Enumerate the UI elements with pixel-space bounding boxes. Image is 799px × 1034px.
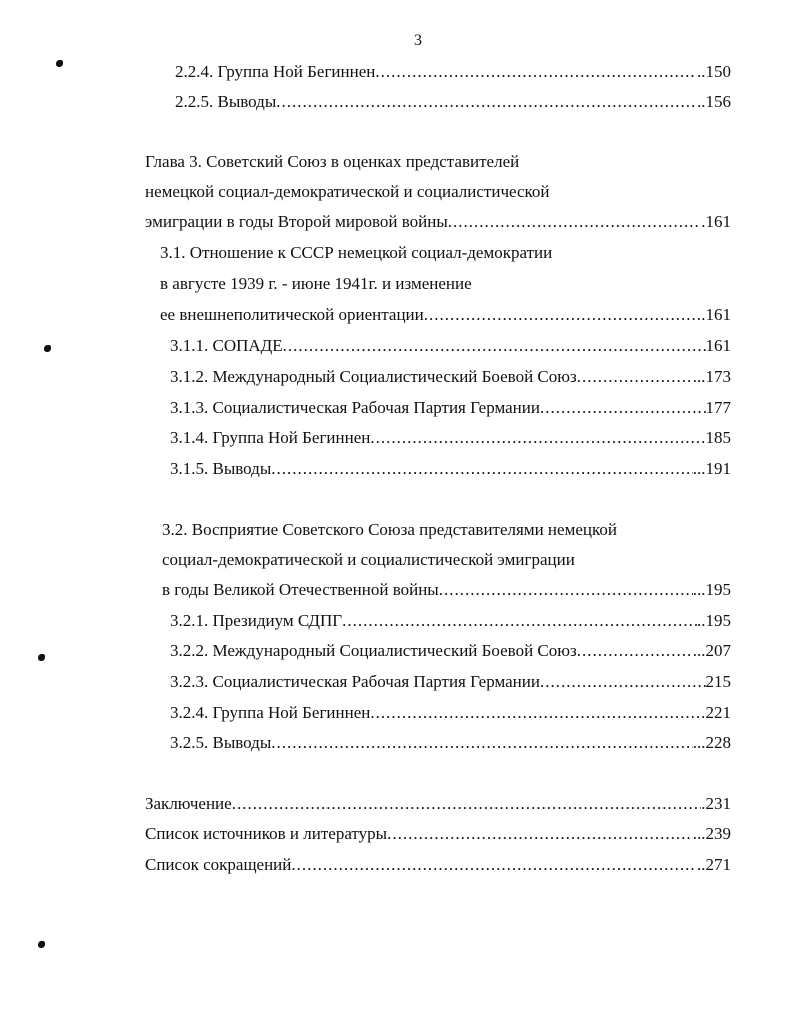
scan-artifact bbox=[38, 654, 45, 661]
toc-entry-page: .231 bbox=[701, 794, 731, 813]
toc-entry-title: 3.2.3. Социалистическая Рабочая Партия Германии bbox=[170, 672, 540, 691]
toc-entry bbox=[145, 793, 731, 815]
toc-entry bbox=[162, 579, 731, 601]
toc-entry-title: в годы Великой Отечественной войны bbox=[162, 580, 439, 599]
dot-leader bbox=[370, 702, 705, 724]
toc-entry-title: Глава 3. Советский Союз в оценках представителей bbox=[145, 152, 520, 171]
dot-leader bbox=[276, 91, 697, 113]
toc-entry-page: ...195 bbox=[692, 580, 731, 599]
scan-artifact bbox=[56, 60, 63, 67]
toc-entry-title: 3.1.5. Выводы bbox=[170, 459, 272, 478]
toc-entry bbox=[160, 242, 552, 264]
toc-entry bbox=[170, 610, 731, 632]
toc-entry bbox=[160, 273, 472, 295]
dot-leader bbox=[291, 854, 697, 876]
toc-entry bbox=[170, 732, 731, 754]
toc-entry bbox=[170, 702, 731, 724]
dot-leader bbox=[577, 366, 693, 388]
toc-entry bbox=[170, 397, 731, 419]
dot-leader bbox=[424, 304, 702, 326]
toc-entry-title: Список сокращений bbox=[145, 855, 292, 874]
toc-entry-title: социал-демократической и социалистической эмиграции bbox=[162, 550, 575, 569]
toc-entry bbox=[175, 61, 731, 83]
toc-entry bbox=[162, 519, 617, 541]
dot-leader bbox=[283, 335, 706, 357]
toc-entry bbox=[170, 458, 731, 480]
toc-entry bbox=[175, 91, 731, 113]
toc-entry-title: 3.2.5. Выводы bbox=[170, 733, 272, 752]
dot-leader bbox=[387, 823, 693, 845]
scan-artifact bbox=[38, 941, 45, 948]
dot-leader bbox=[370, 427, 705, 449]
toc-entry-title: 3.1.3. Социалистическая Рабочая Партия Германии bbox=[170, 398, 540, 417]
toc-entry-title: 3.1. Отношение к СССР немецкой социал-демократии bbox=[160, 243, 553, 262]
toc-entry-page: ..150 bbox=[697, 62, 731, 81]
toc-entry bbox=[162, 549, 575, 571]
dot-leader bbox=[271, 732, 692, 754]
toc-entry-page: ...228 bbox=[692, 733, 731, 752]
toc-entry-title: в августе 1939 г. - июне 1941г. и изменение bbox=[160, 274, 472, 293]
toc-entry-page: 177 bbox=[705, 398, 731, 417]
toc-entry-title: немецкой социал-демократической и социалистической bbox=[145, 182, 550, 201]
dot-leader bbox=[448, 211, 701, 233]
dot-leader bbox=[439, 579, 693, 601]
toc-entry bbox=[170, 640, 731, 662]
scan-artifact bbox=[44, 345, 51, 352]
toc-entry-page: ...191 bbox=[692, 459, 731, 478]
toc-entry bbox=[160, 304, 731, 326]
toc-entry-page: ..271 bbox=[697, 855, 731, 874]
dot-leader bbox=[271, 458, 692, 480]
toc-entry-page: .161 bbox=[701, 212, 731, 231]
dot-leader bbox=[232, 793, 702, 815]
dot-leader bbox=[540, 671, 706, 693]
toc-entry-title: 3.1.1. СОПАДЕ bbox=[170, 336, 283, 355]
toc-entry-title: 3.1.2. Международный Социалистический Боевой Союз bbox=[170, 367, 577, 386]
toc-entry-title: 3.2.2. Международный Социалистический Боевой Союз bbox=[170, 641, 577, 660]
toc-entry-page: ...207 bbox=[692, 641, 731, 660]
toc-entry-title: Список источников и литературы bbox=[145, 824, 388, 843]
toc-entry-page: ..195 bbox=[697, 611, 731, 630]
toc-entry-page: 185 bbox=[705, 428, 731, 447]
toc-entry bbox=[170, 671, 731, 693]
toc-entry-title: 2.2.4. Группа Ной Бегиннен bbox=[175, 62, 376, 81]
toc-entry-title: эмиграции в годы Второй мировой войны bbox=[145, 212, 448, 231]
toc-entry-title: 3.1.4. Группа Ной Бегиннен bbox=[170, 428, 371, 447]
toc-entry bbox=[145, 151, 519, 173]
toc-entry-title: 2.2.5. Выводы bbox=[175, 92, 277, 111]
toc-entry-title: ее внешнеполитической ориентации bbox=[160, 305, 424, 324]
toc-entry bbox=[170, 427, 731, 449]
dot-leader bbox=[375, 61, 697, 83]
toc-entry bbox=[145, 181, 550, 203]
toc-entry-page: .161 bbox=[701, 305, 731, 324]
dot-leader bbox=[577, 640, 693, 662]
toc-entry bbox=[170, 335, 731, 357]
toc-entry-title: 3.2. Восприятие Советского Союза представителями немецкой bbox=[162, 520, 617, 539]
dot-leader bbox=[342, 610, 697, 632]
toc-entry-page: 215 bbox=[705, 672, 731, 691]
toc-entry bbox=[170, 366, 731, 388]
toc-entry-page: 221 bbox=[705, 703, 731, 722]
toc-entry bbox=[145, 211, 731, 233]
dot-leader bbox=[540, 397, 706, 419]
toc-entry-title: 3.2.1. Президиум СДПГ bbox=[170, 611, 343, 630]
toc-entry-page: ...173 bbox=[692, 367, 731, 386]
toc-entry-title: 3.2.4. Группа Ной Бегиннен bbox=[170, 703, 371, 722]
page-number: 3 bbox=[414, 32, 422, 49]
toc-entry bbox=[145, 823, 731, 845]
toc-entry-page: ...239 bbox=[692, 824, 731, 843]
toc-entry-page: ..156 bbox=[697, 92, 731, 111]
toc-entry-page: 161 bbox=[705, 336, 731, 355]
toc-entry bbox=[145, 854, 731, 876]
toc-entry-title: Заключение bbox=[145, 794, 232, 813]
